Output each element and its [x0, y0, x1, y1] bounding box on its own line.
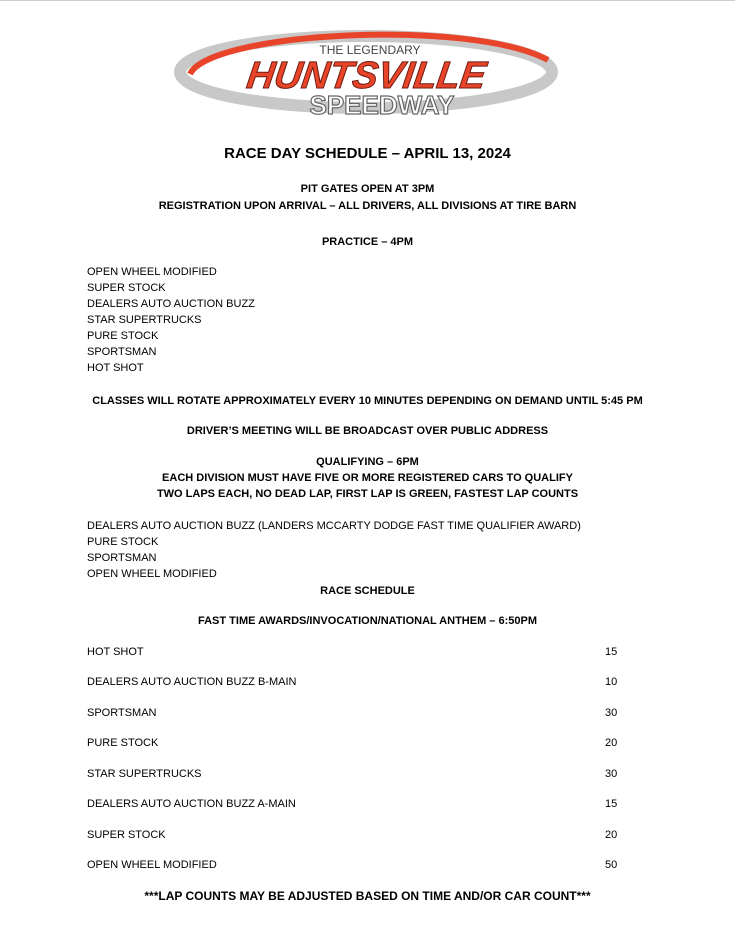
practice-class: DEALERS AUTO AUCTION BUZZ: [87, 298, 255, 310]
logo-name: HUNTSVILLE: [244, 54, 489, 97]
race-laps: 10: [605, 676, 618, 688]
practice-class: OPEN WHEEL MODIFIED: [87, 266, 217, 278]
pit-gates-text: PIT GATES OPEN AT 3PM: [300, 183, 435, 195]
footer-note: ***LAP COUNTS MAY BE ADJUSTED BASED ON TIME AND/OR CAR COUNT***: [144, 889, 591, 903]
practice-class: STAR SUPERTRUCKS: [87, 314, 202, 326]
race-laps: 30: [605, 707, 618, 719]
race-laps: 20: [605, 829, 618, 841]
practice-heading: PRACTICE – 4PM: [321, 236, 414, 248]
rotation-note: CLASSES WILL ROTATE APPROXIMATELY EVERY 10 MINUTES DEPENDING ON DEMAND UNTIL 5:45 PM: [92, 395, 643, 407]
qualifying-heading: QUALIFYING – 6PM: [316, 456, 419, 468]
practice-class: SUPER STOCK: [87, 282, 166, 294]
practice-class: PURE STOCK: [87, 330, 159, 342]
qualifying-rule: EACH DIVISION MUST HAVE FIVE OR MORE REGISTERED CARS TO QUALIFY: [162, 472, 573, 484]
drivers-meeting-note: DRIVER’S MEETING WILL BE BROADCAST OVER PUBLIC ADDRESS: [186, 425, 549, 437]
practice-class: SPORTSMAN: [87, 346, 157, 358]
qualifying-class: SPORTSMAN: [87, 552, 157, 564]
race-laps: 20: [605, 737, 618, 749]
race-laps: 15: [605, 798, 618, 810]
race-laps: 15: [605, 646, 618, 658]
page-title: RACE DAY SCHEDULE – APRIL 13, 2024: [224, 145, 511, 162]
logo-sub: SPEEDWAY: [309, 90, 455, 120]
race-schedule-heading: RACE SCHEDULE: [320, 585, 415, 597]
race-laps: 30: [605, 768, 618, 780]
huntsville-speedway-logo: [170, 22, 562, 122]
qualifying-class: DEALERS AUTO AUCTION BUZZ (LANDERS MCCARTY DODGE FAST TIME QUALIFIER AWARD): [87, 520, 581, 532]
logo-top-text: THE LEGENDARY: [319, 43, 421, 57]
race-name: OPEN WHEEL MODIFIED: [87, 859, 217, 871]
registration-text: REGISTRATION UPON ARRIVAL – ALL DRIVERS, ALL DIVISIONS AT TIRE BARN: [158, 200, 577, 212]
qualifying-class: PURE STOCK: [87, 536, 159, 548]
race-name: STAR SUPERTRUCKS: [87, 768, 202, 780]
awards-line: FAST TIME AWARDS/INVOCATION/NATIONAL ANTHEM – 6:50PM: [198, 615, 537, 627]
race-name: PURE STOCK: [87, 737, 159, 749]
qualifying-rule: TWO LAPS EACH, NO DEAD LAP, FIRST LAP IS GREEN, FASTEST LAP COUNTS: [156, 488, 579, 500]
race-name: DEALERS AUTO AUCTION BUZZ A-MAIN: [87, 798, 296, 810]
practice-class: HOT SHOT: [87, 362, 144, 374]
race-name: DEALERS AUTO AUCTION BUZZ B-MAIN: [87, 676, 297, 688]
race-name: SUPER STOCK: [87, 829, 166, 841]
qualifying-class: OPEN WHEEL MODIFIED: [87, 568, 217, 580]
top-border: [0, 0, 735, 1]
race-laps: 50: [605, 859, 618, 871]
race-name: HOT SHOT: [87, 646, 144, 658]
race-name: SPORTSMAN: [87, 707, 157, 719]
